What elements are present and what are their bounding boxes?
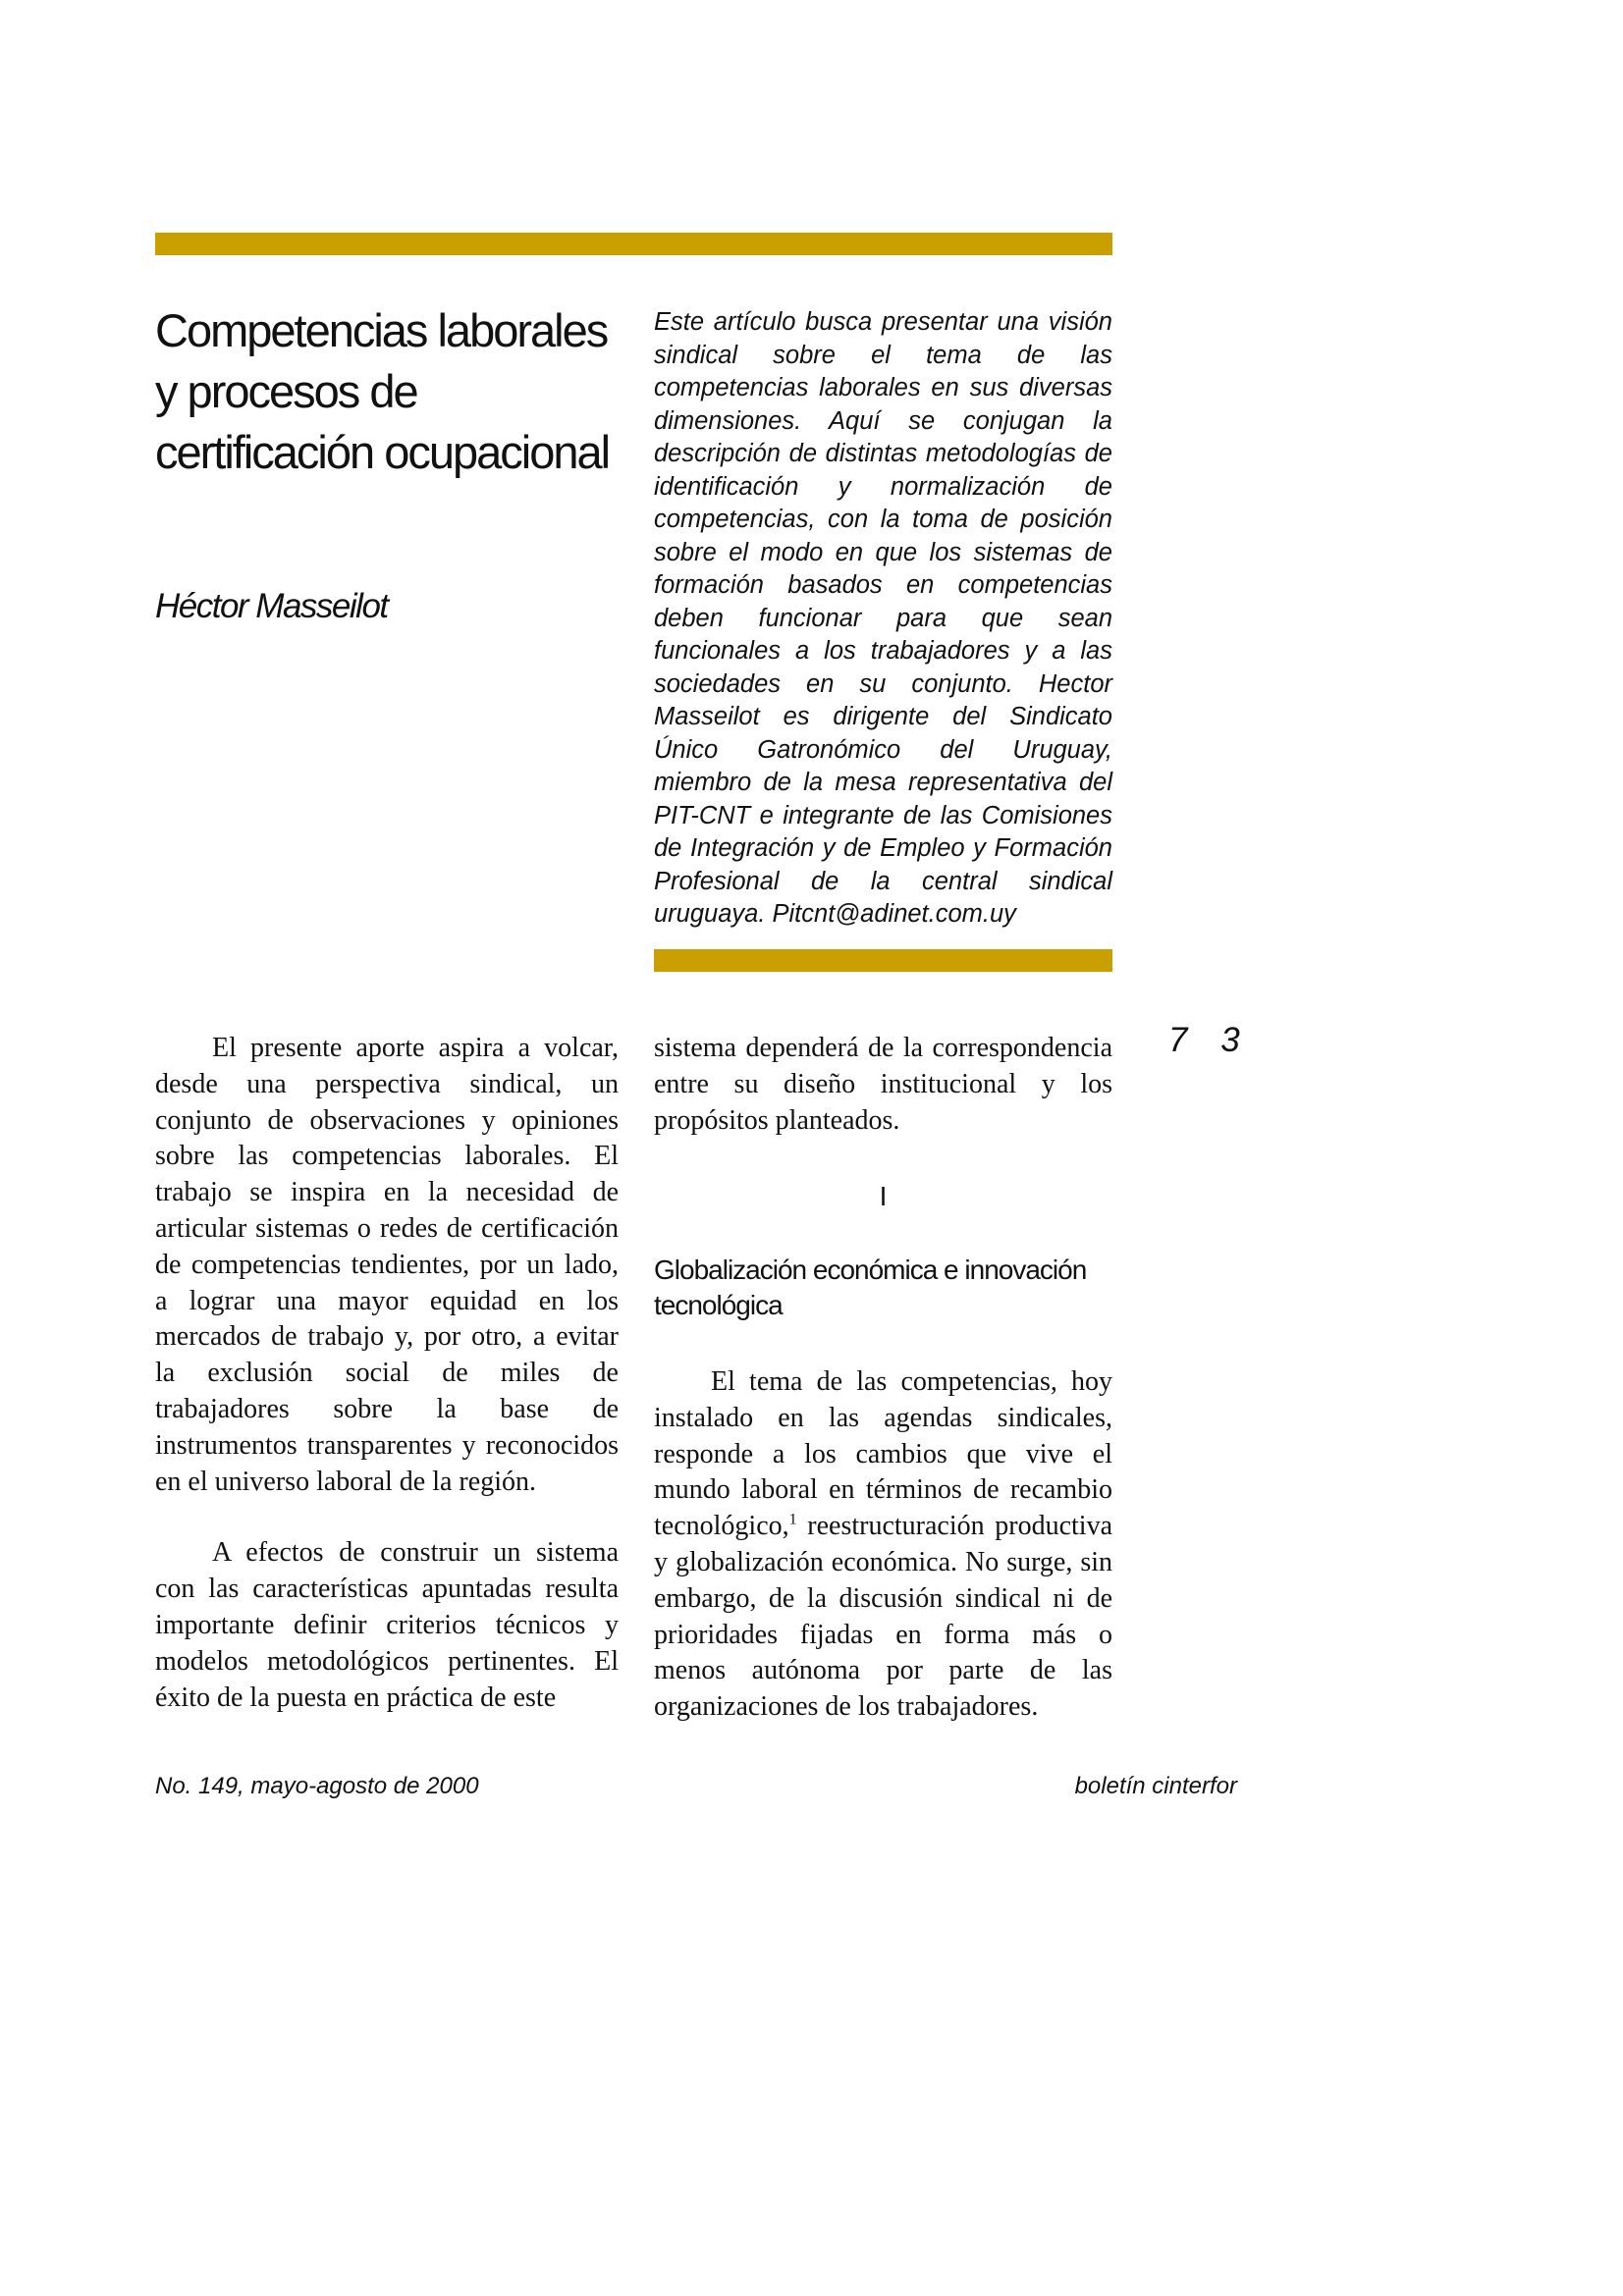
paragraph-text: reestructuración productiva y globalización económica. No surge, sin embargo, de la discusión sindical ni de prioridades fijadas en forma más o menos autónoma por parte de las organizaciones de los trabajadores. <box>654 1511 1112 1723</box>
footnote-reference[interactable]: 1 <box>788 1511 797 1528</box>
abstract-bottom-rule <box>654 949 1112 972</box>
footer-issue: No. 149, mayo-agosto de 2000 <box>155 1773 479 1799</box>
body-paragraph: El presente aporte aspira a volcar, desde una perspectiva sindical, un conjunto de observaciones y opiniones sobre las competencias laborales. El trabajo se inspira en la necesidad de articular sistemas o redes de certificación de competencias tendientes, por un lado, a lograr una mayor equidad en los mercados de trabajo y, por otro, a evitar la exclusión social de miles de trabajadores sobre la base de instrumentos transparentes y reconocidos en el universo laboral de la región. <box>155 1033 619 1497</box>
article-title: Competencias laborales y procesos de certificación ocupacional <box>155 304 610 478</box>
section-heading: Globalización económica e innovación tecnológica <box>654 1255 1087 1320</box>
body-paragraph: sistema dependerá de la correspondencia entre su diseño institucional y los propósitos planteados. <box>654 1033 1112 1136</box>
body-column-left <box>155 1031 619 1716</box>
body-paragraph: A efectos de construir un sistema con las características apuntadas resulta importante definir criterios técnicos y modelos metodológicos pertinentes. El éxito de la puesta en práctica de este <box>155 1537 619 1713</box>
body-paragraph <box>654 1364 1112 1726</box>
page-number: 7 3 <box>1168 1021 1252 1059</box>
body-column-right-continued <box>654 1364 1112 1726</box>
section-number: I <box>879 1181 888 1211</box>
article-author: Héctor Masseilot <box>155 587 388 625</box>
top-accent-rule <box>155 233 1112 255</box>
article-abstract: Este artículo busca presentar una visión sindical sobre el tema de las competencias laborales en sus diversas dimensiones. Aquí se conjugan la descripción de distintas metodologías de identificación y normalización de competencias, con la toma de posición sobre el modo en que los sistemas de formación basados en competencias deben funcionar para que sean funcionales a los trabajadores y a las sociedades en su conjunto. Hector Masseilot es dirigente del Sindicato Único Gatronómico del Uruguay, miembro de la mesa representativa del PIT-CNT e integrante de las Comisiones de Integración y de Empleo y Formación Profesional de la central sindical uruguaya. Pitcnt@adinet.com.uy <box>654 308 1112 928</box>
paragraph-text: El tema de las competencias, hoy instalado en las agendas sindicales, responde a los cambios que vive el mundo laboral en términos de recambio tecnológico, <box>654 1366 1112 1542</box>
body-column-right <box>654 1031 1112 1139</box>
footer-publication: boletín cinterfor <box>1074 1773 1237 1799</box>
